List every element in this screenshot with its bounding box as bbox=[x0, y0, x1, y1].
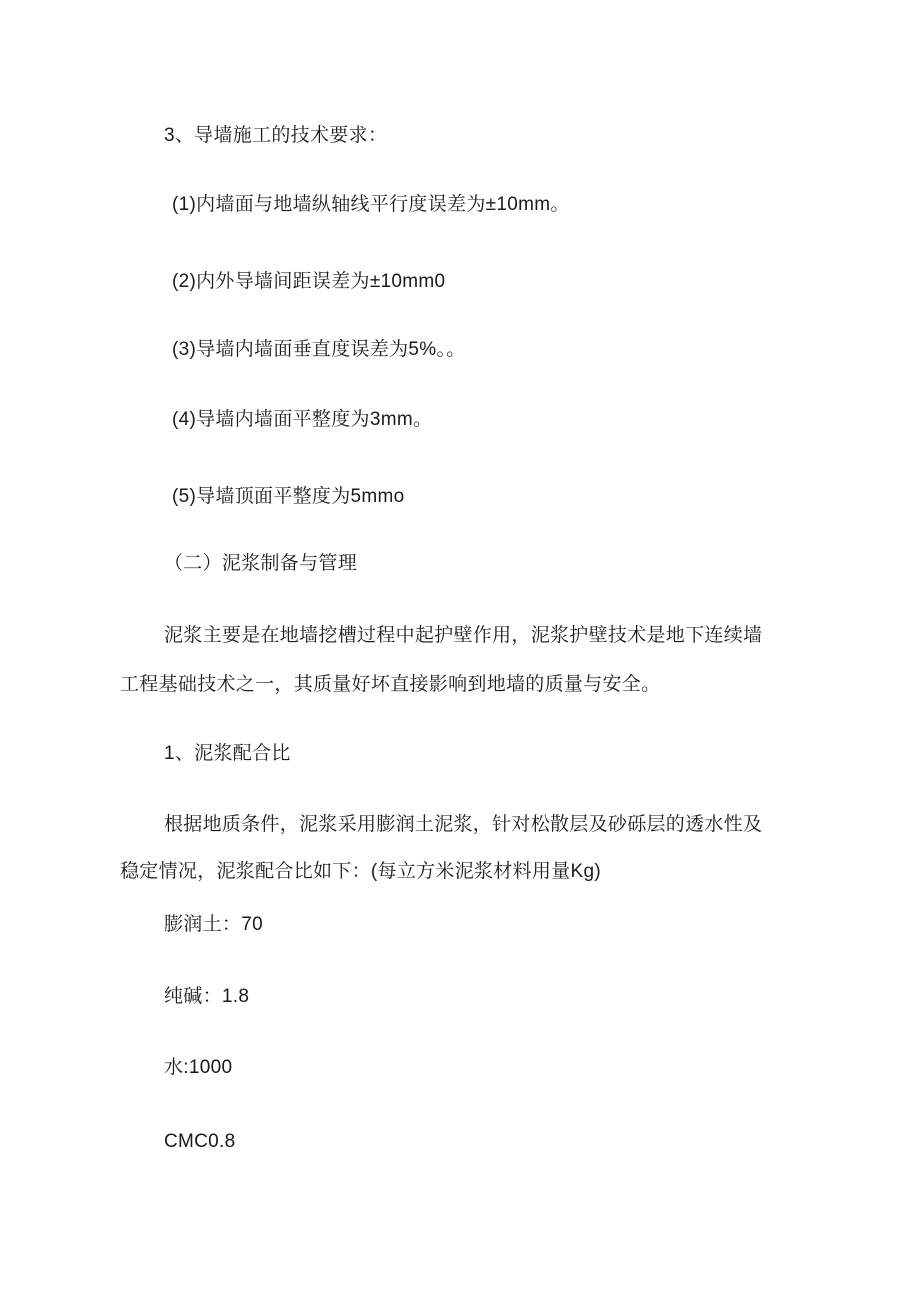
subheading-slurry-mix-ratio: 1、泥浆配合比 bbox=[164, 743, 291, 764]
mix-item-water: 水:1000 bbox=[164, 1057, 233, 1078]
mix-item-soda-ash: 纯碱：1.8 bbox=[164, 986, 250, 1007]
paragraph-mix-line-1: 根据地质条件，泥浆采用膨润土泥浆，针对松散层及砂砾层的透水性及 bbox=[164, 814, 763, 835]
requirement-item-4: (4)导墙内墙面平整度为3mm。 bbox=[172, 409, 433, 430]
requirement-item-5: (5)导墙顶面平整度为5mmo bbox=[172, 486, 405, 507]
requirement-item-2: (2)内外导墙间距误差为±10mm0 bbox=[172, 271, 446, 292]
section-heading-slurry: （二）泥浆制备与管理 bbox=[164, 553, 358, 574]
mix-item-bentonite: 膨润土：70 bbox=[164, 914, 263, 935]
paragraph-slurry-line-1: 泥浆主要是在地墙挖槽过程中起护壁作用，泥浆护壁技术是地下连续墙 bbox=[164, 625, 763, 646]
section-heading-guide-wall-requirements: 3、导墙施工的技术要求： bbox=[164, 125, 388, 146]
requirement-item-3: (3)导墙内墙面垂直度误差为5%。。 bbox=[172, 339, 466, 360]
paragraph-mix-line-2: 稳定情况，泥浆配合比如下：(每立方米泥浆材料用量Kg) bbox=[120, 861, 601, 882]
paragraph-slurry-line-2: 工程基础技术之一，其质量好坏直接影响到地墙的质量与安全。 bbox=[120, 674, 661, 695]
mix-item-cmc: CMC0.8 bbox=[164, 1131, 236, 1152]
requirement-item-1: (1)内墙面与地墙纵轴线平行度误差为±10mm。 bbox=[172, 194, 570, 215]
